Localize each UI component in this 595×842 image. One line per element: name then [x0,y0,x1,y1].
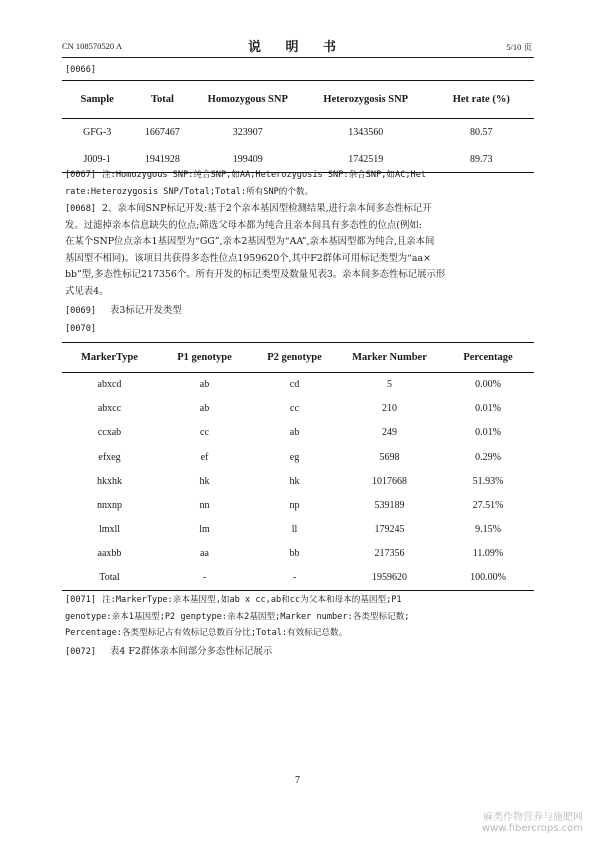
table-cell: J009-1 [83,153,111,165]
column-header: P1 genotype [177,352,232,363]
site-watermark [482,808,583,834]
marker-type-table [62,342,534,591]
note-line: 注:Homozygous SNP:纯合SNP,如AA;Heterozygosis SNP:杂合SNP,如AC;Het [102,170,427,180]
table-cell: nnxnp [97,500,122,512]
paragraph-tag: [0072] [65,647,97,657]
page-number: 7 [295,775,300,786]
table-cell: 199409 [232,153,263,165]
table-cell: 179245 [374,524,405,536]
table-cell: abxcd [97,379,122,391]
note-line: rate:Heterozygosis SNP/Total;Total:所有SNP的个数。 [65,186,314,197]
table-cell: eg [289,451,300,463]
table-cell: 5 [387,379,392,391]
paragraph-0068 [65,201,535,300]
page-indicator: 5/10 页 [506,42,532,52]
table-header-row [62,81,534,119]
table-cell: 210 [382,403,397,415]
table-row [62,445,534,469]
table-cell: 1343560 [348,127,384,139]
paragraph-0066 [65,62,535,79]
table-cell: GFG-3 [82,127,112,139]
table-cell: - [202,572,207,584]
table-cell: 1667467 [144,127,180,139]
column-header: Heterozygosis SNP [323,94,409,105]
table-cell: cd [289,379,300,391]
body-line: bb”型,多态性标记217356个。所有开发的标记类型及数量见表3。亲本间多态性标记展示形 [65,269,446,280]
table-caption: 表3标记开发类型 [110,305,182,316]
table-cell: 9.15% [475,524,501,536]
watermark-title: 麻类作物营养与施肥网 [483,812,583,823]
table-cell: lmxll [98,524,121,536]
column-header: MarkerType [81,352,138,363]
table-cell: aaxbb [97,548,122,560]
header-divider [62,57,534,58]
table-cell: 0.00% [475,379,501,391]
column-header: P2 genotype [267,352,322,363]
table-cell: cc [290,403,299,415]
patent-number: CN 108570520 A [62,41,122,51]
table-cell: 217356 [374,548,405,560]
column-header: Percentage [463,352,513,363]
table-cell: efxeg [98,451,121,463]
table-cell: hk [289,475,300,487]
table-cell: 80.57 [470,127,493,139]
snp-stats-table [62,80,534,173]
table-cell: 1959620 [372,572,407,584]
table-cell: 0.29% [475,451,501,463]
body-line: 在某个SNP位点亲本1基因型为“GG”,亲本2基因型为“AA”,亲本基因型都为纯合,且亲本间 [65,236,435,247]
table-row [62,119,534,147]
body-line: 发。过滤掉亲本信息缺失的位点;筛选父母本都为纯合且亲本间具有多态性的位点(例如: [65,219,422,231]
table-cell: bb [289,548,300,560]
paragraph-0069 [65,303,535,320]
table-cell: 1941928 [144,153,180,165]
paragraph-tag: [0070] [65,324,97,334]
table-caption: 表4 F2群体亲本间部分多态性标记展示 [110,646,273,657]
table-cell: hkxhk [97,475,122,487]
body-line: 2、亲本间SNP标记开发:基于2个亲本基因型检测结果,进行亲本间多态性标记开 [102,203,432,214]
table-row [62,397,534,421]
page-header [62,36,532,58]
table-cell: 1017668 [372,475,407,487]
paragraph-tag: [0069] [65,306,97,316]
table-cell: ll [291,524,298,536]
table-cell: ef [200,451,209,463]
table-cell: 1742519 [348,153,384,165]
paragraph-0072 [65,644,535,661]
table-cell: ab [289,427,300,439]
paragraph-0067 [65,167,535,200]
table-cell: np [289,500,300,512]
table-cell: hk [199,475,210,487]
table-cell: aa [200,548,209,560]
table-cell: 323907 [232,127,263,139]
table-header-row [62,343,534,373]
table-cell: ccxab [97,427,122,439]
note-line: Percentage:各类型标记占有效标记总数百分比;Total:有效标记总数。 [65,628,348,638]
table-row [62,421,534,445]
table-row [62,542,534,566]
table-cell: 0.01% [475,427,501,439]
table-cell: cc [200,427,209,439]
paragraph-0071 [65,592,535,642]
table-cell: 11.09% [472,548,504,560]
column-header: Total [150,94,174,105]
table-cell: Total [99,572,120,584]
paragraph-0070 [65,321,535,338]
table-cell: nn [199,500,210,512]
note-line: genotype:亲本1基因型;P2 genptype:亲本2基因型;Marker number:各类型标记数; [65,611,410,622]
table-row [62,373,534,397]
column-header: Sample [80,94,114,105]
table-cell: lm [199,524,210,536]
column-header: Homozygous SNP [207,94,288,105]
paragraph-tag: [0066] [65,65,97,75]
watermark-url: www.fibercrops.com [481,823,583,834]
column-header: Het rate (%) [452,94,510,105]
table-cell: - [292,572,297,584]
paragraph-tag: [0068] [65,204,97,214]
paragraph-tag: [0067] [65,170,97,180]
table-cell: abxcc [97,403,122,415]
table-cell: 5698 [379,451,400,463]
table-cell: ab [199,403,210,415]
table-cell: 249 [382,427,397,439]
table-row [62,493,534,517]
table-row [62,469,534,493]
table-cell: 51.93% [472,475,504,487]
paragraph-tag: [0071] [65,595,97,605]
body-line: 基因型不相同)。该项目共获得多态性位点1959620个,其中F2群体可用标记类型为“aa× [65,252,431,264]
table-total-row [62,566,534,590]
table-cell: 100.00% [470,572,506,584]
table-cell: ab [199,379,210,391]
table-cell: 0.01% [475,403,501,415]
table-cell: 89.73 [470,153,493,165]
document-title: 说 明 书 [247,40,347,55]
note-line: 注:MarkerType:亲本基因型,如ab x cc,ab和cc为父本和母本的基因型;P1 [102,595,402,605]
column-header: Marker Number [352,352,427,363]
body-line: 式见表4。 [65,285,109,297]
table-cell: 539189 [374,500,405,512]
table-row [62,518,534,542]
table-cell: 27.51% [472,500,504,512]
